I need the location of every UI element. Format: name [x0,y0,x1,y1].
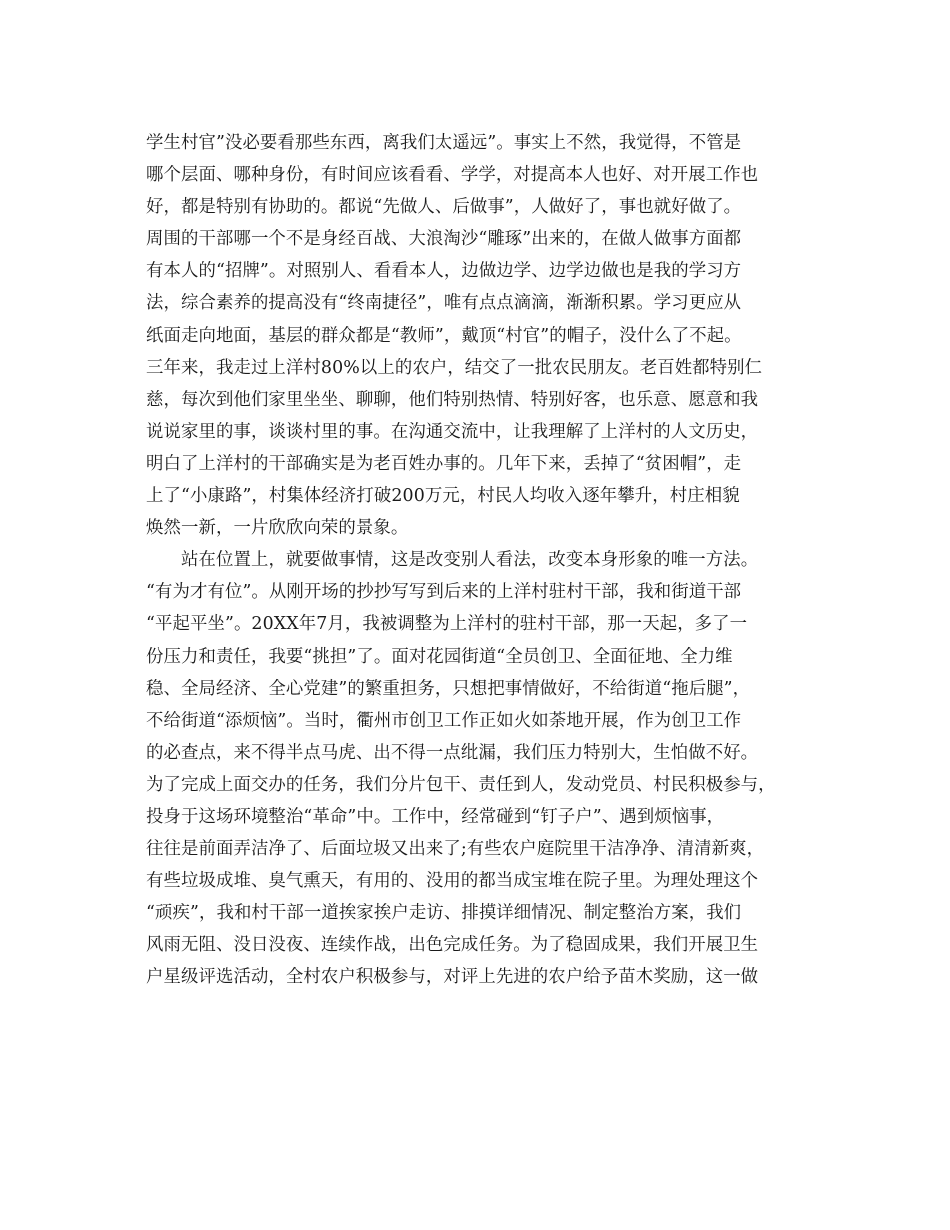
text-line: 慈，每次到他们家里坐坐、聊聊，他们特别热情、特别好客，也乐意、愿意和我 [146,389,759,410]
text-line: 上了“小康路”，村集体经济打破200万元，村民人均收入逐年攀升，村庄相貌 [146,486,740,507]
text-line: 风雨无阻、没日没夜、连续作战，出色完成任务。为了稳固成果，我们开展卫生 [146,935,759,956]
text-line: 有本人的“招牌”。对照别人、看看本人，边做边学、边学边做也是我的学习方 [146,261,742,282]
text-line: “有为才有位”。从刚开场的抄抄写写到后来的上洋村驻村干部，我和街道干部 [146,582,742,603]
text-line: 投身于这场环境整治“革命”中。工作中，经常碰到“钉子户”、遇到烦恼事， [146,806,725,827]
text-line: 好，都是特别有协助的。都说“先做人、后做事”，人做好了，事也就好做了。 [146,197,742,218]
body-text [146,127,810,994]
text-line: 周围的干部哪一个不是身经百战、大浪淘沙“雕琢”出来的，在做人做事方面都 [146,229,742,250]
text-line: 学生村官”没必要看那些东西，离我们太遥远”。事实上不然，我觉得，不管是 [146,133,742,153]
text-line: 户星级评选活动，全村农户积极参与，对评上先进的农户给予苗木奖励，这一做 [146,967,759,988]
paragraph-start-line: 站在位置上，就要做事情，这是改变别人看法，改变本身形象的唯一方法。 [181,550,759,571]
text-line: 说说家里的事，谈谈村里的事。在沟通交流中，让我理解了上洋村的人文历史， [146,421,759,442]
text-line: 为了完成上面交办的任务，我们分片包干、责任到人，发动党员、村民积极参与， [146,774,776,795]
text-line: “平起平坐”。20XX年7月，我被调整为上洋村的驻村干部，那一天起，多了一 [146,614,748,635]
text-line: 不给街道“添烦恼”。当时，衢州市创卫工作正如火如荼地开展，作为创卫工作 [146,710,742,731]
text-line: 焕然一新，一片欣欣向荣的景象。 [146,518,409,539]
text-line: 份压力和责任，我要“挑担”了。面对花园街道“全员创卫、全面征地、全力维 [146,646,733,667]
text-line: “顽疾”，我和村干部一道挨家挨户走访、排摸详细情况、制定整治方案，我们 [146,903,742,924]
text-line: 纸面走向地面，基层的群众都是“教师”，戴顶“村官”的帽子，没什么了不起。 [146,325,742,346]
text-line: 的必查点，来不得半点马虎、出不得一点纰漏，我们压力特别大，生怕做不好。 [146,742,759,763]
text-line: 有些垃圾成堆、臭气熏天，有用的、没用的都当成宝堆在院子里。为理处理这个 [146,871,759,892]
text-line: 法，综合素养的提高没有“终南捷径”，唯有点点滴滴，渐渐积累。学习更应从 [146,293,742,314]
text-line: 三年来，我走过上洋村80%以上的农户，结交了一批农民朋友。老百姓都特别仁 [146,357,763,378]
text-line: 往往是前面弄洁净了、后面垃圾又出来了;有些农户庭院里干洁净净、清清新爽， [146,839,765,860]
text-line: 哪个层面、哪种身份，有时间应该看看、学学，对提高本人也好、对开展工作也 [146,165,759,186]
text-line: 稳、全局经济、全心党建”的繁重担务，只想把事情做好，不给街道“拖后腿”， [146,678,751,699]
text-line: 明白了上洋村的干部确实是为老百姓办事的。几年下来，丢掉了“贫困帽”，走 [146,453,742,474]
